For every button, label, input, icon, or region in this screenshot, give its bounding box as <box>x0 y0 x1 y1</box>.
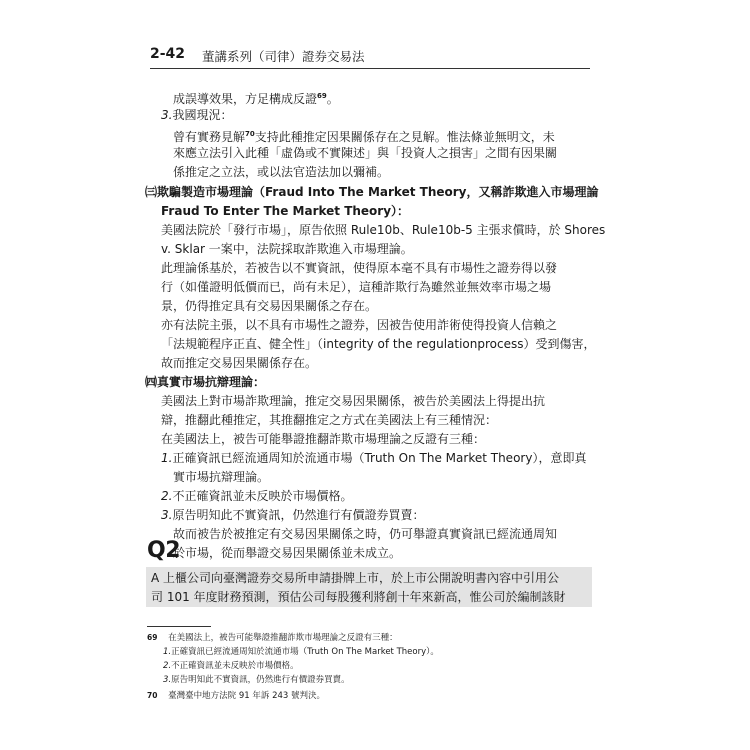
footnote-mark: 69 <box>147 633 158 642</box>
list-item-heading: 3.我國現況： <box>161 108 233 122</box>
section-heading-cont: Fraud To Enter The Market Theory）： <box>161 204 410 218</box>
footnote-divider <box>147 626 211 627</box>
text-line: 在美國法上，被告可能舉證推翻詐欺市場理論之反證有三種： <box>161 432 486 446</box>
question-label: Q2 <box>147 538 181 563</box>
question-text-line: A 上櫃公司向臺灣證券交易所申請掛牌上市，於上市公開說明書內容中引用公 <box>151 571 560 585</box>
text-line: 此理論係基於，若被告以不實資訊，使得原本毫不具有市場性之證券得以發 <box>161 261 558 275</box>
footnote-70: 70 臺灣臺中地方法院 91 年訴 243 號判決。 <box>147 691 325 701</box>
text-line: 實市場抗辯理論。 <box>173 470 270 484</box>
text-line: 行（如僅證明低價而已，尚有未足），這種詐欺行為雖然並無效率市場之場 <box>161 280 552 294</box>
footnote-mark: 70 <box>147 691 158 700</box>
section-heading: ㈢欺騙製造市場理論（Fraud Into The Market Theory，又稱詐欺進入市場理論 <box>145 185 599 199</box>
page-header <box>150 46 580 66</box>
list-item: 3.原告明知此不實資訊，仍然進行有價證券買賣： <box>161 508 425 522</box>
page-number: 2-42 <box>150 46 186 62</box>
text-line: 美國法上對市場詐欺理論，推定交易因果關係，被告於美國法上得提出抗 <box>161 394 546 408</box>
text-line: 曾有實務見解$^{70}$支持此種推定因果關係存在之見解。惟法條並無明文，未 <box>173 130 555 144</box>
footnote-ref-70[interactable]: 70 <box>245 130 255 138</box>
section-heading: ㈣真實市場抗辯理論： <box>145 375 266 389</box>
footnote-69: 69 在美國法上，被告可能舉證推翻詐欺市場理論之反證有三種： <box>147 633 398 643</box>
header-divider <box>150 68 590 69</box>
text-line: 來應立法引入此種「虛偽或不實陳述」與「投資人之損害」之間有因果關 <box>173 146 558 160</box>
text-line: 故而推定交易因果關係存在。 <box>161 356 318 370</box>
text-line: 「法規範程序正直、健全性」（integrity of the regulationprocess）受到傷害， <box>161 337 596 351</box>
text-line: 成誤導效果，方足構成反證$^{69}$。 <box>173 92 339 106</box>
text-line: 於市場，從而舉證交易因果關係並未成立。 <box>173 546 402 560</box>
text-line: 係推定之立法，或以法官造法加以彌補。 <box>173 165 390 179</box>
footnote-ref-69[interactable]: 69 <box>317 92 327 100</box>
text-line: 故而被告於被推定有交易因果關係之時，仍可舉證真實資訊已經流通周知 <box>173 527 558 541</box>
text-line: 辯，推翻此種推定，其推翻推定之方式在美國法上有三種情況： <box>161 413 498 427</box>
list-item: 2.不正確資訊並未反映於市場價格。 <box>161 489 353 503</box>
question-text-line: 司 101 年度財務預測，預估公司每股獲利將創十年來新高，惟公司於編制該財 <box>151 590 566 604</box>
text-line: 亦有法院主張，以不具有市場性之證券，因被告使用詐術使得投資人信賴之 <box>161 318 558 332</box>
footnote-item: 2.不正確資訊並未反映於市場價格。 <box>163 661 299 671</box>
text-line: 景，仍得推定具有交易因果關係之存在。 <box>161 299 378 313</box>
footnote-item: 1.正確資訊已經流通周知於流通市場（Truth On The Market Theory）。 <box>163 647 439 657</box>
book-title: 董講系列（司律）證券交易法 <box>202 49 365 64</box>
footnote-item: 3.原告明知此不實資訊，仍然進行有價證券買賣。 <box>163 675 350 685</box>
text-line: 美國法院於「發行市場」，原告依照 Rule10b、Rule10b-5 主張求償時，於 Shores <box>161 223 606 237</box>
list-item: 1.正確資訊已經流通周知於流通市場（Truth On The Market Theory），意即真 <box>161 451 587 465</box>
text-line: v. Sklar 一案中，法院採取詐欺進入市場理論。 <box>161 242 413 256</box>
